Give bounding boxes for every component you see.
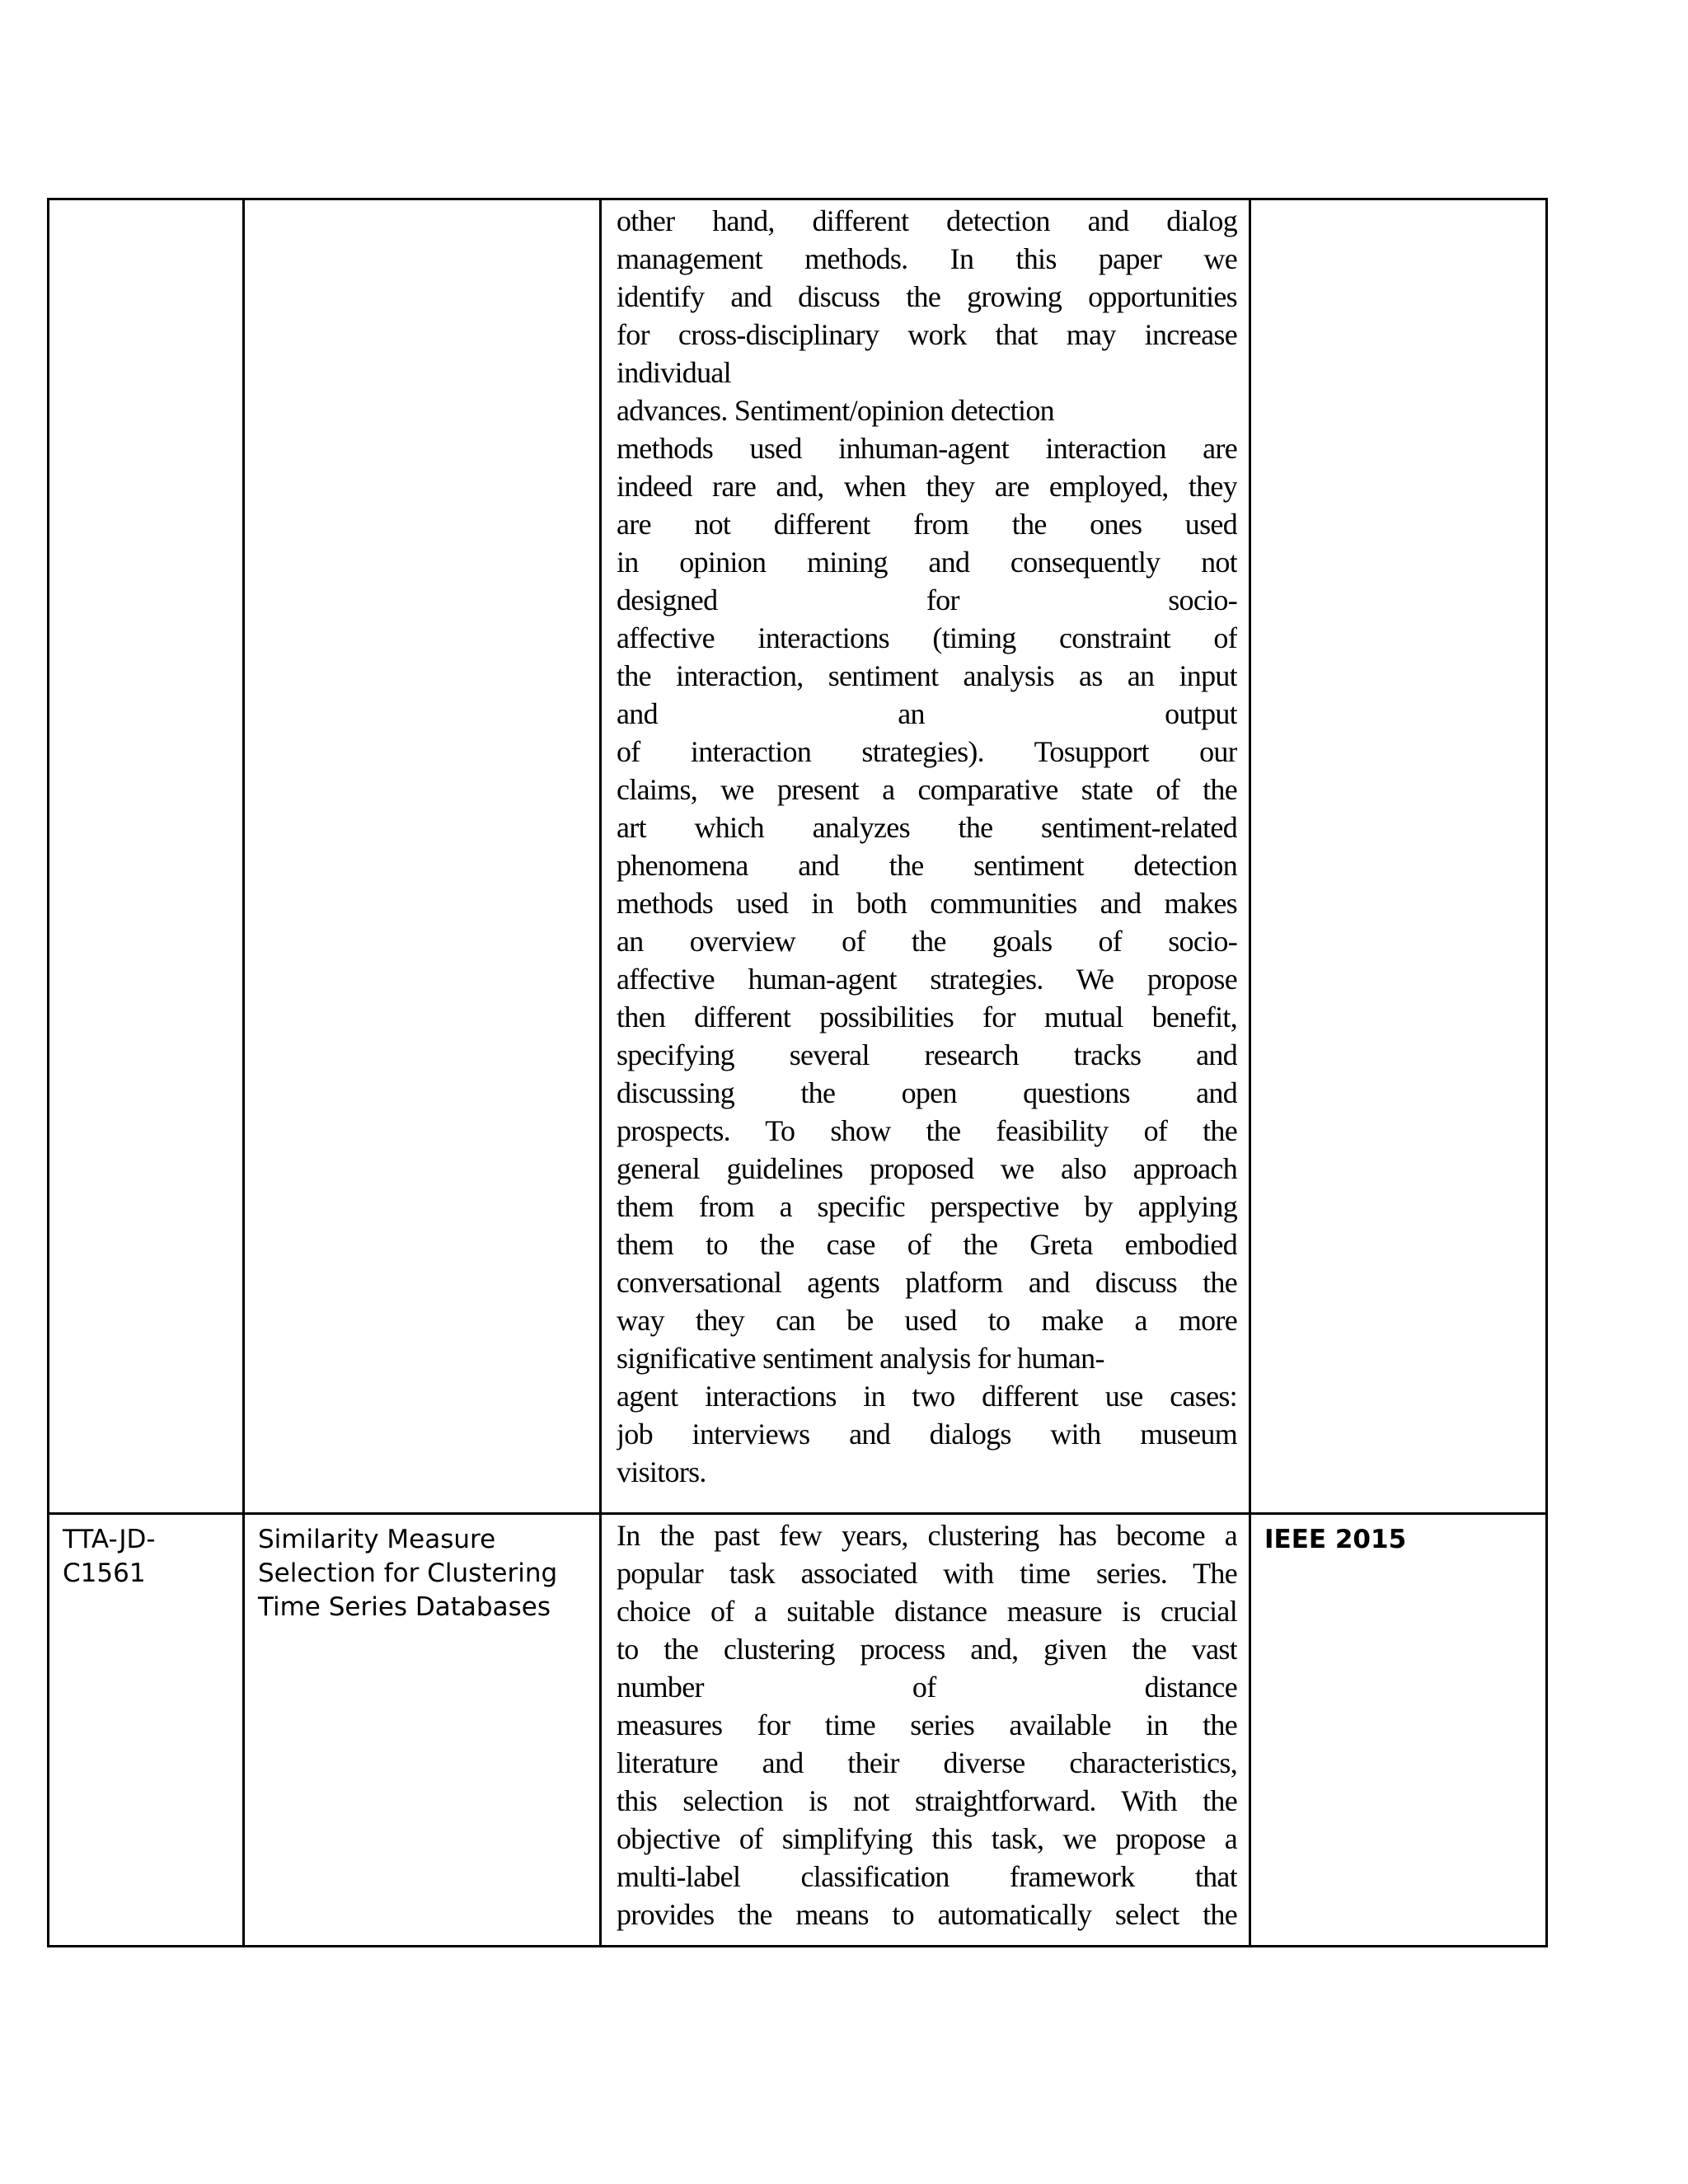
project-title bbox=[245, 1515, 599, 1624]
abstract-line: the interaction, sentiment analysis as an input bbox=[617, 659, 1237, 692]
abstract-text bbox=[602, 200, 1249, 1502]
abstract-line: affective human-agent strategies. We propose bbox=[617, 963, 1237, 996]
abstract-line: phenomena and the sentiment detection bbox=[617, 849, 1237, 882]
table-row bbox=[49, 1514, 1547, 1947]
abstract-line: specifying several research tracks and bbox=[617, 1038, 1237, 1071]
abstract-line: then different possibilities for mutual benefit, bbox=[617, 1001, 1237, 1033]
abstract-line: indeed rare and, when they are employed, they bbox=[617, 470, 1237, 503]
abstract-line: objective of simplifying this task, we propose a bbox=[617, 1822, 1237, 1855]
abstract-line: agent interactions in two different use cases: bbox=[617, 1380, 1237, 1413]
abstract-cell bbox=[601, 199, 1250, 1514]
publication-cell bbox=[1250, 199, 1547, 1514]
abstract-line: management methods. In this paper we bbox=[617, 242, 1237, 275]
abstract-line: advances. Sentiment/opinion detection bbox=[617, 394, 1054, 427]
abstract-line: significative sentiment analysis for human- bbox=[617, 1342, 1104, 1375]
abstract-line: individual bbox=[617, 356, 731, 389]
project-id-line: TTA-JD- bbox=[63, 1525, 156, 1554]
project-id-line: C1561 bbox=[63, 1558, 146, 1588]
abstract-line: are not different from the ones used bbox=[617, 508, 1237, 541]
id-cell bbox=[49, 199, 244, 1514]
abstract-line: to the clustering process and, given the vast bbox=[617, 1633, 1237, 1666]
abstract-line: provides the means to automatically select the bbox=[617, 1898, 1237, 1931]
abstract-line: prospects. To show the feasibility of the bbox=[617, 1114, 1237, 1147]
table-row bbox=[49, 199, 1547, 1514]
abstract-cell bbox=[601, 1514, 1250, 1947]
abstract-line: literature and their diverse characteristics, bbox=[617, 1746, 1237, 1779]
abstract-line: designed for socio- bbox=[617, 583, 1237, 616]
abstract-text bbox=[602, 1515, 1249, 1945]
abstract-line: conversational agents platform and discuss the bbox=[617, 1266, 1237, 1299]
publication-label: IEEE 2015 bbox=[1264, 1525, 1407, 1554]
abstract-line: in opinion mining and consequently not bbox=[617, 546, 1237, 579]
project-title bbox=[245, 200, 599, 209]
abstract-line: methods used inhuman-agent interaction are bbox=[617, 432, 1237, 465]
abstract-line: visitors. bbox=[617, 1455, 706, 1488]
abstract-line: art which analyzes the sentiment-related bbox=[617, 811, 1237, 844]
project-id bbox=[49, 1515, 242, 1591]
publication-label bbox=[1251, 200, 1545, 209]
abstract-line: discussing the open questions and bbox=[617, 1076, 1237, 1109]
abstract-line: choice of a suitable distance measure is crucial bbox=[617, 1595, 1237, 1628]
project-id bbox=[49, 200, 242, 209]
abstract-line: for cross-disciplinary work that may increase bbox=[617, 318, 1237, 351]
project-title-line: Time Series Databases bbox=[258, 1592, 551, 1622]
abstract-line: and an output bbox=[617, 697, 1237, 730]
title-cell bbox=[244, 199, 601, 1514]
project-title-line: Similarity Measure bbox=[258, 1525, 496, 1554]
abstract-line: measures for time series available in the bbox=[617, 1708, 1237, 1741]
project-title-line: Selection for Clustering bbox=[258, 1558, 558, 1588]
abstract-line: them from a specific perspective by applying bbox=[617, 1190, 1237, 1223]
abstract-line: affective interactions (timing constraint of bbox=[617, 621, 1237, 654]
abstract-line: of interaction strategies). Tosupport our bbox=[617, 735, 1237, 768]
abstract-line: identify and discuss the growing opportunities bbox=[617, 280, 1237, 313]
abstract-line: this selection is not straightforward. With the bbox=[617, 1784, 1237, 1817]
publication-cell bbox=[1250, 1514, 1547, 1947]
abstract-line: job interviews and dialogs with museum bbox=[617, 1418, 1237, 1451]
abstract-line: other hand, different detection and dialog bbox=[617, 204, 1237, 237]
abstract-line: methods used in both communities and makes bbox=[617, 887, 1237, 920]
document-table bbox=[47, 198, 1548, 1947]
abstract-line: them to the case of the Greta embodied bbox=[617, 1228, 1237, 1261]
abstract-line: general guidelines proposed we also approach bbox=[617, 1152, 1237, 1185]
abstract-line: an overview of the goals of socio- bbox=[617, 925, 1237, 958]
abstract-line: claims, we present a comparative state of the bbox=[617, 773, 1237, 806]
abstract-line: In the past few years, clustering has become a bbox=[617, 1519, 1237, 1552]
abstract-line: multi-label classification framework that bbox=[617, 1860, 1237, 1893]
abstract-line: way they can be used to make a more bbox=[617, 1304, 1237, 1337]
id-cell bbox=[49, 1514, 244, 1947]
abstract-line: popular task associated with time series. The bbox=[617, 1557, 1237, 1590]
title-cell bbox=[244, 1514, 601, 1947]
abstract-line: number of distance bbox=[617, 1671, 1237, 1704]
